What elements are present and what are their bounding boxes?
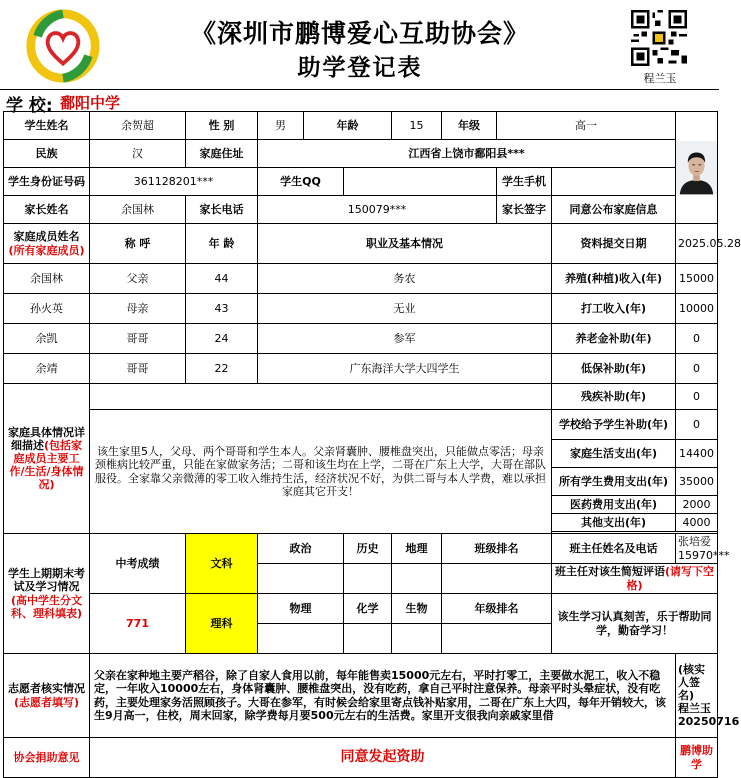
verifier-sign-date: 20250716	[678, 715, 740, 729]
member-name: 余国林	[4, 264, 90, 294]
situation-text: 该生家里5人，父母、两个哥哥和学生本人。父亲肾囊肿、腰椎盘突出，只能做点零活；母亲颈椎病比较严重，只能在家做家务活；二哥和该生均在上学，二哥在广东上大学，大哥在部队服役。全家靠父亲微薄的零工收入维持生活，经济状况不好，为供二哥与本人学费，难以承担家庭其它开支！	[90, 410, 552, 534]
member-name: 余凯	[4, 324, 90, 354]
member-job: 无业	[258, 294, 552, 324]
parent-sign-label: 家长签字	[497, 196, 552, 224]
science-score-rank	[442, 624, 552, 654]
arts-score-rank	[442, 564, 552, 594]
tuition-expense-value: 35000	[676, 468, 718, 496]
parent-phone-value: 150079***	[258, 196, 497, 224]
row-ethnicity-address	[4, 140, 718, 168]
member-relation: 母亲	[90, 294, 186, 324]
arts-subject-politics: 政治	[258, 534, 344, 564]
association-logo	[24, 7, 102, 85]
volunteer-note: (志愿者填写)	[13, 695, 80, 709]
member-age: 24	[186, 324, 258, 354]
science-score-physics	[258, 624, 344, 654]
member-name: 孙火英	[4, 294, 90, 324]
org-name: 鹏博助学	[676, 738, 718, 778]
row-academic-1	[4, 534, 718, 564]
other-expense-label: 其他支出(年)	[552, 514, 676, 532]
member-age: 43	[186, 294, 258, 324]
family-row	[4, 354, 718, 384]
comment-note: (请写下空格)	[626, 565, 715, 592]
form-title: 《深圳市鹏博爱心互助协会》	[190, 19, 529, 48]
student-id-value: 361128201***	[90, 168, 258, 196]
medical-expense-value: 2000	[676, 496, 718, 514]
science-subject-physics: 物理	[258, 594, 344, 624]
member-name: 余靖	[4, 354, 90, 384]
situation-label: 家庭具体情况详细描述	[8, 425, 85, 452]
donation-opinion-label: 协会捐助意见	[4, 738, 90, 778]
form-header	[0, 0, 719, 92]
gender-value: 男	[258, 112, 304, 140]
form-subtitle: 助学登记表	[297, 54, 423, 81]
medical-expense-label: 医药费用支出(年)	[552, 496, 676, 514]
comment-label: 班主任对该生简短评语	[554, 565, 665, 579]
address-label: 家庭住址	[186, 140, 258, 168]
student-photo-cell	[676, 112, 718, 224]
family-row	[4, 324, 718, 354]
member-age: 44	[186, 264, 258, 294]
arts-subject-history: 历史	[344, 534, 392, 564]
job-column-header: 职业及基本情况	[258, 224, 552, 264]
teacher-value: 张培爱15970***	[676, 534, 718, 564]
verifier-sign-name: 程兰玉	[678, 702, 711, 716]
row-family-header	[4, 224, 718, 264]
parent-name-value: 余国林	[90, 196, 186, 224]
member-job: 参军	[258, 324, 552, 354]
qr-code-icon	[631, 10, 687, 66]
work-income-label: 打工收入(年)	[552, 294, 676, 324]
member-age: 22	[186, 354, 258, 384]
form-table	[3, 111, 741, 778]
other-expense-value: 4000	[676, 514, 718, 532]
academic-note: (高中学生分文科、理科填表)	[10, 593, 83, 620]
row-academic-3	[4, 594, 718, 624]
school-aid-value: 0	[676, 410, 718, 440]
living-expense-value: 14400	[676, 440, 718, 468]
pension-value: 0	[676, 324, 718, 354]
farm-income-label: 养殖(种植)收入(年)	[552, 264, 676, 294]
ethnicity-label: 民族	[4, 140, 90, 168]
arts-subject-geography: 地理	[392, 534, 442, 564]
relation-column-header: 称 呼	[90, 224, 186, 264]
zhongkao-label: 中考成绩	[90, 534, 186, 594]
student-phone-value	[552, 168, 676, 196]
comment-label-cell	[552, 564, 718, 594]
row-volunteer	[4, 654, 718, 738]
grade-label: 年级	[442, 112, 497, 140]
family-row	[4, 264, 718, 294]
student-name: 余贺超	[90, 112, 186, 140]
submit-date-label: 资料提交日期	[552, 224, 676, 264]
farm-income-value: 15000	[676, 264, 718, 294]
row-footer	[4, 738, 718, 778]
dibao-label: 低保补助(年)	[552, 354, 676, 384]
ethnicity-value: 汉	[90, 140, 186, 168]
submit-date-value: 2025.05.28	[676, 224, 718, 264]
volunteer-label-cell	[4, 654, 90, 738]
member-relation: 哥哥	[90, 324, 186, 354]
living-expense-label: 家庭生活支出(年)	[552, 440, 676, 468]
row-situation-1	[4, 384, 718, 410]
student-name-label: 学生姓名	[4, 112, 90, 140]
science-label: 理科	[186, 594, 258, 654]
grade-value: 高一	[497, 112, 676, 140]
member-job: 务农	[258, 264, 552, 294]
row-id-contact	[4, 168, 718, 196]
member-relation: 父亲	[90, 264, 186, 294]
student-photo	[676, 141, 717, 194]
member-relation: 哥哥	[90, 354, 186, 384]
school-aid-label: 学校给予学生补助(年)	[552, 410, 676, 440]
science-subject-chemistry: 化学	[344, 594, 392, 624]
arts-score-history	[344, 564, 392, 594]
arts-score-politics	[258, 564, 344, 594]
arts-score-geography	[392, 564, 442, 594]
family-header-cell	[4, 224, 90, 264]
student-qq-label: 学生QQ	[258, 168, 344, 196]
science-score-biology	[392, 624, 442, 654]
member-job: 广东海洋大学大四学生	[258, 354, 552, 384]
zhongkao-score: 771	[90, 594, 186, 654]
arts-label: 文科	[186, 534, 258, 594]
student-id-label: 学生身份证号码	[4, 168, 90, 196]
school-name: 鄱阳中学	[60, 94, 121, 112]
situation-label-cell	[4, 384, 90, 534]
age-value: 15	[392, 112, 442, 140]
disability-value: 0	[676, 384, 718, 410]
volunteer-label: 志愿者核实情况	[8, 682, 85, 696]
gender-label: 性 别	[186, 112, 258, 140]
academic-label: 学生上期期末考试及学习情况	[8, 567, 85, 594]
age-column-header: 年 龄	[186, 224, 258, 264]
arts-class-rank-label: 班级排名	[442, 534, 552, 564]
tuition-expense-label: 所有学生费用支出(年)	[552, 468, 676, 496]
volunteer-text: 父亲在家种地主要产稻谷，除了自家人食用以前，每年能售卖15000元左右，平时打零工，主要做水泥工，收入不稳定，一年收入10000左右，身体肾囊肿、腰椎盘突出，没有吃药，拿自己平时注意保养。母亲平时头晕症状，没有吃药，主要处理家务活照顾孩子。大哥在参军，有时候会给家里寄点钱补贴家用，二哥在广东上大四，每年开销较大，该生9月高一，住校，周末回家，除学费每月要500元左右的生活费。家里开支很我向亲戚家里借	[90, 654, 676, 738]
school-label: 学 校:	[6, 96, 53, 116]
parent-name-label: 家长姓名	[4, 196, 90, 224]
family-row	[4, 294, 718, 324]
row-student-basic	[4, 112, 718, 140]
family-header-label: 家庭成员姓名	[13, 230, 80, 244]
row-parent	[4, 196, 718, 224]
dibao-value: 0	[676, 354, 718, 384]
science-grade-rank-label: 年级排名	[442, 594, 552, 624]
situation-blank	[90, 384, 552, 410]
academic-label-cell	[4, 534, 90, 654]
parent-phone-label: 家长电话	[186, 196, 258, 224]
teacher-comment: 该生学习认真刻苦，乐于帮助同学，勤奋学习！	[552, 594, 718, 654]
disability-label: 残疾补助(年)	[552, 384, 676, 410]
verifier-sign-cell	[676, 654, 740, 738]
student-phone-label: 学生手机	[497, 168, 552, 196]
verifier-sign-label: (核实人签名)	[678, 662, 706, 702]
pension-label: 养老金补助(年)	[552, 324, 676, 354]
science-subject-biology: 生物	[392, 594, 442, 624]
teacher-label: 班主任姓名及电话	[552, 534, 676, 564]
school-row	[0, 89, 719, 116]
age-label: 年龄	[304, 112, 392, 140]
family-header-note: (所有家庭成员)	[8, 243, 85, 257]
qr-caption: 程兰玉	[643, 72, 677, 85]
situation-note: (包括家庭成员主要工作/生活/身体情况)	[9, 438, 84, 492]
student-qq-value	[344, 168, 497, 196]
row-situation-2	[4, 410, 718, 440]
address-value: 江西省上饶市鄱阳县***	[258, 140, 676, 168]
publish-consent-label: 同意公布家庭信息	[552, 196, 676, 224]
science-score-chemistry	[344, 624, 392, 654]
donation-opinion-value: 同意发起资助	[90, 738, 676, 778]
work-income-value: 10000	[676, 294, 718, 324]
